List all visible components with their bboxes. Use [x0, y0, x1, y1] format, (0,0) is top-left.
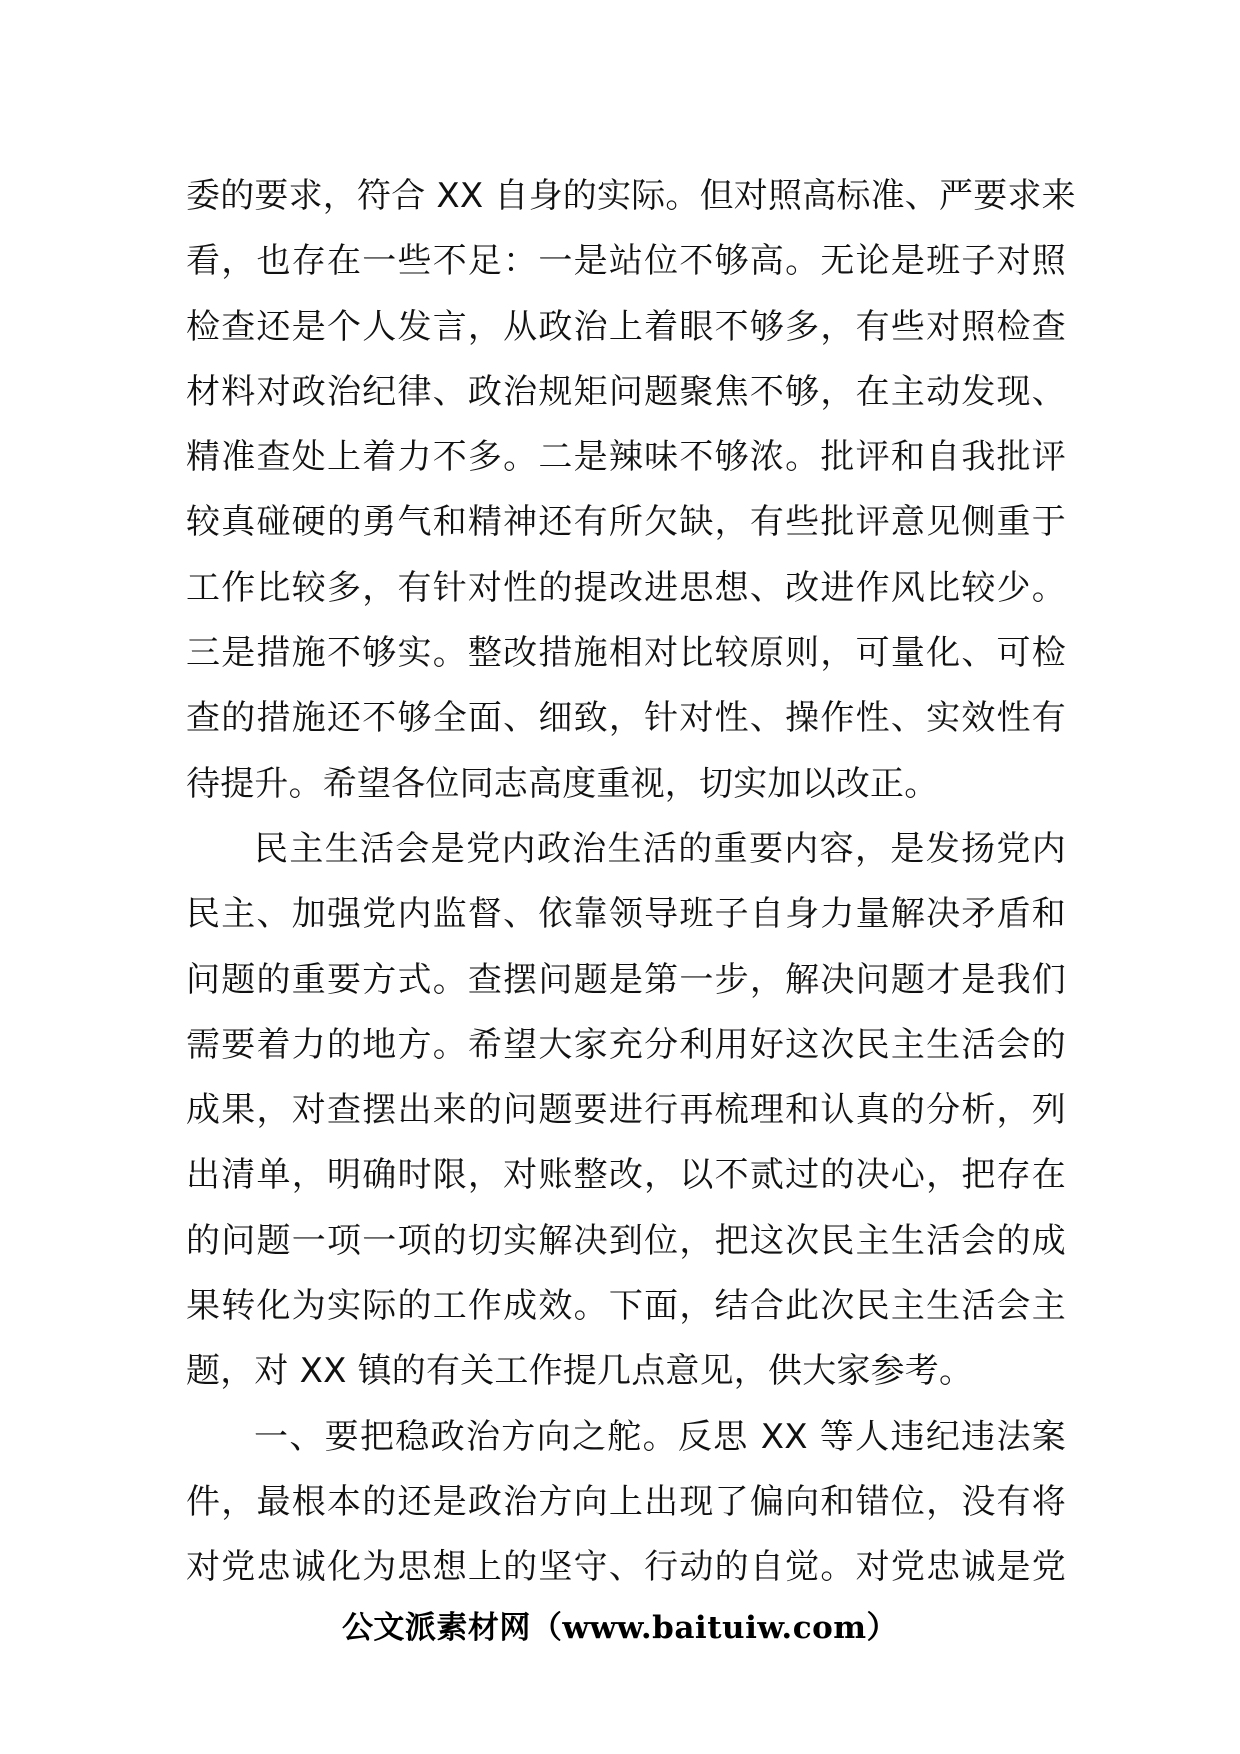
text-line: 精准查处上着力不多。二是辣味不够浓。批评和自我批评	[186, 437, 1066, 478]
text-line: 对党忠诚化为思想上的坚守、行动的自觉。对党忠诚是党	[186, 1547, 1066, 1588]
text-line: 看，也存在一些不足：一是站位不够高。无论是班子对照	[186, 241, 1066, 282]
text-line: 材料对政治纪律、政治规矩问题聚焦不够，在主动发现、	[186, 371, 1066, 412]
text-line: 检查还是个人发言，从政治上着眼不够多，有些对照检查	[186, 306, 1066, 347]
text-line: 果转化为实际的工作成效。下面，结合此次民主生活会主	[186, 1286, 1066, 1327]
text-line: 的问题一项一项的切实解决到位，把这次民主生活会的成	[186, 1220, 1066, 1261]
footer-watermark: 公文派素材网（www.baituiw.com）	[341, 1610, 899, 1646]
text-line: 问题的重要方式。查摆问题是第一步，解决问题才是我们	[186, 959, 1066, 1000]
text-line: 成果，对查摆出来的问题要进行再梳理和认真的分析，列	[186, 1090, 1066, 1131]
text-line: 出清单，明确时限，对账整改，以不贰过的决心，把存在	[186, 1155, 1066, 1196]
text-line: 民主、加强党内监督、依靠领导班子自身力量解决矛盾和	[186, 894, 1066, 935]
text-line: 工作比较多，有针对性的提改进思想、改进作风比较少。	[186, 567, 1066, 608]
body-text	[186, 164, 1076, 1601]
text-line: 件，最根本的还是政治方向上出现了偏向和错位，没有将	[186, 1481, 1066, 1522]
text-line: 委的要求，符合 XX 自身的实际。但对照高标准、严要求来	[186, 176, 1076, 216]
text-line: 需要着力的地方。希望大家充分利用好这次民主生活会的	[186, 1024, 1066, 1065]
text-line: 三是措施不够实。整改措施相对比较原则，可量化、可检	[186, 633, 1066, 674]
text-line: 查的措施还不够全面、细致，针对性、操作性、实效性有	[186, 698, 1066, 739]
text-line: 待提升。希望各位同志高度重视，切实加以改正。	[186, 763, 939, 804]
text-line: 较真碰硬的勇气和精神还有所欠缺，有些批评意见侧重于	[186, 502, 1066, 543]
text-line: 一、要把稳政治方向之舵。反思 XX 等人违纪违法案	[254, 1416, 1066, 1457]
text-line: 民主生活会是党内政治生活的重要内容，是发扬党内	[254, 828, 1066, 869]
text-line: 题，对 XX 镇的有关工作提几点意见，供大家参考。	[186, 1351, 974, 1392]
